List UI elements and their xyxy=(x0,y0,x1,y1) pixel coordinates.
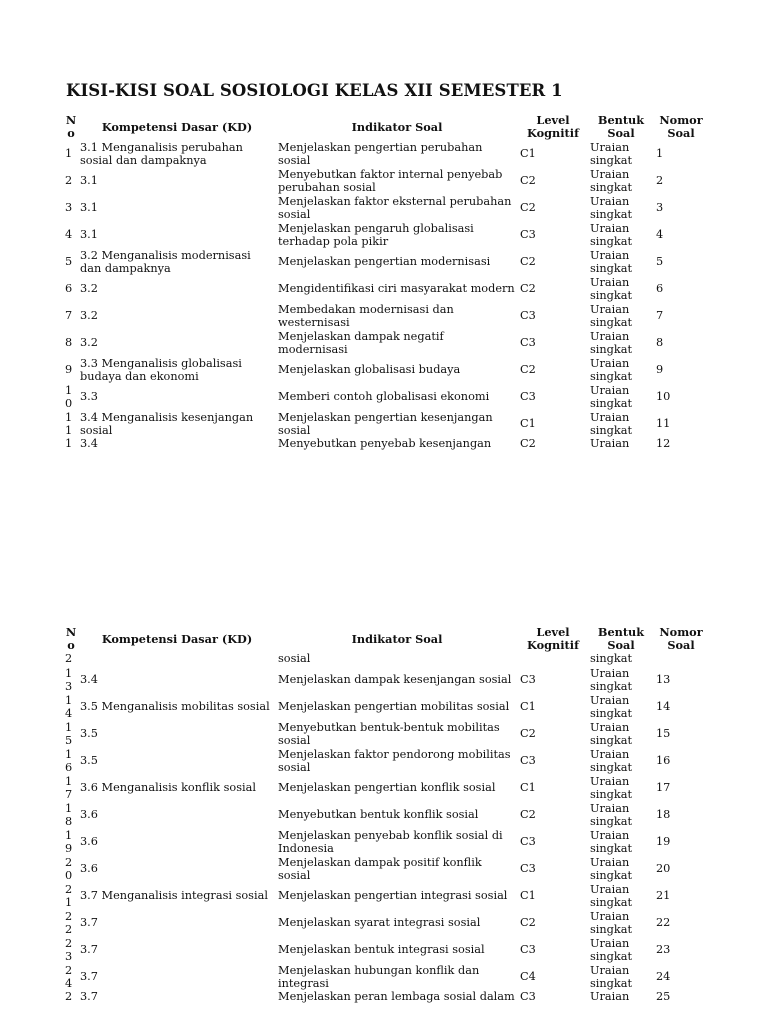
header-no: No xyxy=(65,113,77,140)
header-level-kognitif: Level Kognitif xyxy=(527,113,579,140)
cell-bentuk-soal: Uraian singkat xyxy=(590,330,633,356)
cell-kompetensi-dasar: 3.2 xyxy=(80,336,98,350)
cell-level-kognitif: C2 xyxy=(520,727,536,741)
cell-nomor-soal: 12 xyxy=(656,438,671,450)
cell-indikator-soal: Menjelaskan syarat integrasi sosial xyxy=(278,916,481,930)
cell-nomor-soal xyxy=(654,653,708,667)
cell-indikator-soal: Memberi contoh globalisasi ekonomi xyxy=(278,390,490,404)
cell-nomor-soal: 15 xyxy=(656,727,671,741)
cell-indikator-soal: Menjelaskan dampak kesenjangan sosial xyxy=(278,673,512,687)
table-body xyxy=(64,141,708,452)
table-row xyxy=(64,168,708,195)
table-header-row xyxy=(64,113,708,141)
cell-no: 6 xyxy=(65,282,73,296)
cell-kompetensi-dasar: 3.6 xyxy=(80,835,98,849)
table-row xyxy=(64,384,708,411)
cell-nomor-soal: 1 xyxy=(656,147,664,161)
cell-nomor-soal: 8 xyxy=(656,336,664,350)
table-header-row xyxy=(64,625,708,653)
cell-indikator-soal: Menjelaskan bentuk integrasi sosial xyxy=(278,943,485,957)
table-row-partial xyxy=(64,991,708,1005)
cell-kompetensi-dasar: 3.6 Menganalisis konflik sosial xyxy=(80,781,256,795)
cell-level-kognitif: C2 xyxy=(520,808,536,822)
cell-no: 10 xyxy=(65,384,73,410)
table-row xyxy=(64,195,708,222)
table-row xyxy=(64,829,708,856)
cell-indikator-soal: Mengidentifikasi ciri masyarakat modern xyxy=(278,282,515,296)
header-kompetensi-dasar: Kompetensi Dasar (KD) xyxy=(101,631,253,646)
cell-bentuk-soal: Uraian singkat xyxy=(590,802,633,828)
cell-no: 2 xyxy=(65,174,73,188)
header-no: No xyxy=(65,625,77,652)
cell-level-kognitif: C3 xyxy=(520,835,536,849)
cell-kompetensi-dasar: 3.6 xyxy=(80,862,98,876)
table-row xyxy=(64,694,708,721)
cell-bentuk-soal: Uraian singkat xyxy=(590,667,633,693)
cell-bentuk-soal: Uraian xyxy=(590,438,630,450)
cell-level-kognitif: C3 xyxy=(520,228,536,242)
cell-kompetensi-dasar: 3.5 xyxy=(80,754,98,768)
cell-indikator-soal: Menjelaskan pengertian mobilitas sosial xyxy=(278,700,510,714)
cell-no: 20 xyxy=(65,856,73,882)
table-row xyxy=(64,141,708,168)
cell-indikator-soal: Menyebutkan bentuk konflik sosial xyxy=(278,808,479,822)
cell-nomor-soal: 9 xyxy=(656,363,664,377)
header-indikator-soal: Indikator Soal xyxy=(351,631,443,646)
header-bentuk-soal: Bentuk Soal xyxy=(597,113,645,140)
cell-indikator-soal: Menjelaskan pengaruh globalisasi terhadap pola pikir xyxy=(278,222,474,248)
cell-no: 24 xyxy=(65,964,73,990)
cell-no: 13 xyxy=(65,667,73,693)
document-title: KISI-KISI SOAL SOSIOLOGI KELAS XII SEMESTER 1 xyxy=(66,81,563,100)
cell-indikator-soal: Menjelaskan faktor eksternal perubahan sosial xyxy=(278,195,512,221)
cell-kompetensi-dasar: 3.1 xyxy=(80,174,98,188)
cell-kompetensi-dasar: 3.1 Menganalisis perubahan sosial dan dampaknya xyxy=(80,141,243,167)
cell-kompetensi-dasar: 3.7 xyxy=(80,991,98,1003)
cell-kompetensi-dasar: 3.2 xyxy=(80,309,98,323)
cell-indikator-soal: Menjelaskan dampak negatif modernisasi xyxy=(278,330,444,356)
table-row xyxy=(64,357,708,384)
header-level-kognitif: Level Kognitif xyxy=(527,625,579,652)
cell-kompetensi-dasar: 3.7 xyxy=(80,970,98,984)
cell-bentuk-soal: Uraian singkat xyxy=(590,748,633,774)
cell-no: 8 xyxy=(65,336,73,350)
cell-nomor-soal: 17 xyxy=(656,781,671,795)
table-row-partial xyxy=(64,653,708,667)
cell-kompetensi-dasar: 3.4 Menganalisis kesenjangan sosial xyxy=(80,411,254,437)
cell-level-kognitif: C1 xyxy=(520,147,536,161)
cell-bentuk-soal: Uraian singkat xyxy=(590,829,633,855)
cell-level-kognitif: C2 xyxy=(520,174,536,188)
cell-level-kognitif: C3 xyxy=(520,943,536,957)
kisi-kisi-table-page-2 xyxy=(64,625,708,1005)
cell-nomor-soal: 4 xyxy=(656,228,664,242)
cell-no: 7 xyxy=(65,309,73,323)
cell-nomor-soal: 11 xyxy=(656,417,671,431)
cell-kompetensi-dasar xyxy=(78,653,276,667)
table-row xyxy=(64,249,708,276)
cell-level-kognitif xyxy=(518,653,588,667)
cell-level-kognitif: C2 xyxy=(520,255,536,269)
cell-nomor-soal: 13 xyxy=(656,673,671,687)
cell-level-kognitif: C3 xyxy=(520,991,536,1003)
cell-level-kognitif: C2 xyxy=(520,916,536,930)
cell-bentuk-soal: Uraian singkat xyxy=(590,721,633,747)
cell-level-kognitif: C3 xyxy=(520,336,536,350)
cell-no: 5 xyxy=(65,255,73,269)
cell-nomor-soal: 19 xyxy=(656,835,671,849)
table-row xyxy=(64,411,708,438)
cell-kompetensi-dasar: 3.3 xyxy=(80,390,98,404)
cell-bentuk-soal: Uraian singkat xyxy=(590,883,633,909)
cell-bentuk-soal: Uraian singkat xyxy=(590,222,633,248)
table-row xyxy=(64,222,708,249)
cell-indikator-soal: Menyebutkan penyebab kesenjangan xyxy=(278,438,492,450)
cell-indikator-soal: Menjelaskan hubungan konflik dan integrasi xyxy=(278,964,480,990)
cell-bentuk-soal: Uraian singkat xyxy=(590,775,633,801)
kisi-kisi-table-page-1 xyxy=(64,113,708,452)
cell-bentuk-soal: Uraian singkat xyxy=(590,694,633,720)
cell-kompetensi-dasar: 3.7 xyxy=(80,943,98,957)
cell-level-kognitif: C2 xyxy=(520,201,536,215)
cell-no: 21 xyxy=(65,883,73,909)
cell-no: 1 xyxy=(65,438,73,450)
cell-no: 22 xyxy=(65,910,73,936)
cell-nomor-soal: 14 xyxy=(656,700,671,714)
table-row-partial xyxy=(64,438,708,452)
cell-kompetensi-dasar: 3.7 xyxy=(80,916,98,930)
cell-level-kognitif: C1 xyxy=(520,700,536,714)
cell-kompetensi-dasar: 3.1 xyxy=(80,228,98,242)
cell-nomor-soal: 6 xyxy=(656,282,664,296)
cell-level-kognitif: C3 xyxy=(520,754,536,768)
header-nomor-soal: Nomor Soal xyxy=(659,113,703,140)
table-row xyxy=(64,964,708,991)
cell-bentuk-soal: Uraian singkat xyxy=(590,141,633,167)
cell-bentuk-soal: Uraian singkat xyxy=(590,249,633,275)
table-row xyxy=(64,937,708,964)
table-row xyxy=(64,802,708,829)
cell-nomor-soal: 25 xyxy=(656,991,671,1003)
table-row xyxy=(64,775,708,802)
cell-no: 15 xyxy=(65,721,73,747)
cell-bentuk-soal: Uraian singkat xyxy=(590,168,633,194)
cell-bentuk-soal: Uraian singkat xyxy=(590,195,633,221)
header-bentuk-soal: Bentuk Soal xyxy=(597,625,645,652)
cell-indikator-soal: Menjelaskan globalisasi budaya xyxy=(278,363,461,377)
cell-level-kognitif: C3 xyxy=(520,390,536,404)
cell-indikator-soal: Membedakan modernisasi dan westernisasi xyxy=(278,303,454,329)
table-row xyxy=(64,856,708,883)
cell-nomor-soal: 16 xyxy=(656,754,671,768)
cell-indikator-soal: Menjelaskan pengertian modernisasi xyxy=(278,255,491,269)
cell-no: 9 xyxy=(65,363,73,377)
cell-indikator-soal: Menjelaskan pengertian integrasi sosial xyxy=(278,889,508,903)
cell-nomor-soal: 10 xyxy=(656,390,671,404)
cell-no: 1 xyxy=(65,147,73,161)
cell-no: 14 xyxy=(65,694,73,720)
cell-bentuk-soal: Uraian singkat xyxy=(590,937,633,963)
cell-nomor-soal: 3 xyxy=(656,201,664,215)
header-nomor-soal: Nomor Soal xyxy=(659,625,703,652)
cell-no: 18 xyxy=(65,802,73,828)
cell-bentuk-soal: Uraian singkat xyxy=(590,384,633,410)
table-row xyxy=(64,748,708,775)
header-indikator-soal: Indikator Soal xyxy=(351,119,443,134)
cell-bentuk-soal: Uraian singkat xyxy=(590,856,633,882)
cell-bentuk-soal: singkat xyxy=(590,653,633,665)
cell-bentuk-soal: Uraian singkat xyxy=(590,303,633,329)
cell-level-kognitif: C1 xyxy=(520,417,536,431)
cell-indikator-soal: Menjelaskan pengertian konflik sosial xyxy=(278,781,496,795)
cell-kompetensi-dasar: 3.5 xyxy=(80,727,98,741)
cell-no: 16 xyxy=(65,748,73,774)
cell-nomor-soal: 20 xyxy=(656,862,671,876)
cell-kompetensi-dasar: 3.7 Menganalisis integrasi sosial xyxy=(80,889,268,903)
cell-no: 19 xyxy=(65,829,73,855)
cell-level-kognitif: C2 xyxy=(520,282,536,296)
cell-level-kognitif: C2 xyxy=(520,438,536,450)
cell-no: 2 xyxy=(65,653,73,665)
cell-bentuk-soal: Uraian singkat xyxy=(590,964,633,990)
cell-nomor-soal: 21 xyxy=(656,889,671,903)
cell-kompetensi-dasar: 3.2 Menganalisis modernisasi dan dampaknya xyxy=(80,249,251,275)
table-row xyxy=(64,276,708,303)
cell-no: 11 xyxy=(65,411,73,437)
cell-indikator-soal: Menjelaskan pengertian perubahan sosial xyxy=(278,141,483,167)
cell-no: 3 xyxy=(65,201,73,215)
cell-no: 23 xyxy=(65,937,73,963)
table-row xyxy=(64,721,708,748)
cell-no: 4 xyxy=(65,228,73,242)
cell-nomor-soal: 2 xyxy=(656,174,664,188)
cell-kompetensi-dasar: 3.3 Menganalisis globalisasi budaya dan ekonomi xyxy=(80,357,242,383)
cell-kompetensi-dasar: 3.6 xyxy=(80,808,98,822)
cell-kompetensi-dasar: 3.4 xyxy=(80,438,98,450)
cell-no: 2 xyxy=(65,991,73,1003)
cell-indikator-soal: Menyebutkan bentuk-bentuk mobilitas sosial xyxy=(278,721,500,747)
table-row xyxy=(64,330,708,357)
cell-indikator-soal: Menyebutkan faktor internal penyebab perubahan sosial xyxy=(278,168,503,194)
cell-level-kognitif: C1 xyxy=(520,889,536,903)
cell-level-kognitif: C4 xyxy=(520,970,536,984)
cell-bentuk-soal: Uraian singkat xyxy=(590,910,633,936)
cell-level-kognitif: C1 xyxy=(520,781,536,795)
table-row xyxy=(64,883,708,910)
cell-bentuk-soal: Uraian xyxy=(590,991,630,1003)
cell-indikator-soal: Menjelaskan faktor pendorong mobilitas sosial xyxy=(278,748,511,774)
cell-level-kognitif: C3 xyxy=(520,673,536,687)
cell-nomor-soal: 24 xyxy=(656,970,671,984)
table-row xyxy=(64,303,708,330)
cell-kompetensi-dasar: 3.5 Menganalisis mobilitas sosial xyxy=(80,700,270,714)
cell-nomor-soal: 18 xyxy=(656,808,671,822)
cell-indikator-soal: Menjelaskan peran lembaga sosial dalam xyxy=(278,991,515,1003)
cell-bentuk-soal: Uraian singkat xyxy=(590,357,633,383)
cell-kompetensi-dasar: 3.1 xyxy=(80,201,98,215)
cell-no: 17 xyxy=(65,775,73,801)
cell-indikator-soal: Menjelaskan dampak positif konflik sosial xyxy=(278,856,482,882)
header-kompetensi-dasar: Kompetensi Dasar (KD) xyxy=(101,119,253,134)
cell-indikator-soal: sosial xyxy=(278,653,311,665)
cell-indikator-soal: Menjelaskan penyebab konflik sosial di Indonesia xyxy=(278,829,503,855)
cell-nomor-soal: 23 xyxy=(656,943,671,957)
cell-level-kognitif: C3 xyxy=(520,862,536,876)
cell-indikator-soal: Menjelaskan pengertian kesenjangan sosial xyxy=(278,411,493,437)
cell-bentuk-soal: Uraian singkat xyxy=(590,411,633,437)
cell-level-kognitif: C3 xyxy=(520,309,536,323)
cell-nomor-soal: 22 xyxy=(656,916,671,930)
table-body xyxy=(64,653,708,1005)
table-row xyxy=(64,910,708,937)
cell-nomor-soal: 7 xyxy=(656,309,664,323)
cell-kompetensi-dasar: 3.2 xyxy=(80,282,98,296)
table-row xyxy=(64,667,708,694)
cell-kompetensi-dasar: 3.4 xyxy=(80,673,98,687)
cell-level-kognitif: C2 xyxy=(520,363,536,377)
cell-nomor-soal: 5 xyxy=(656,255,664,269)
cell-bentuk-soal: Uraian singkat xyxy=(590,276,633,302)
